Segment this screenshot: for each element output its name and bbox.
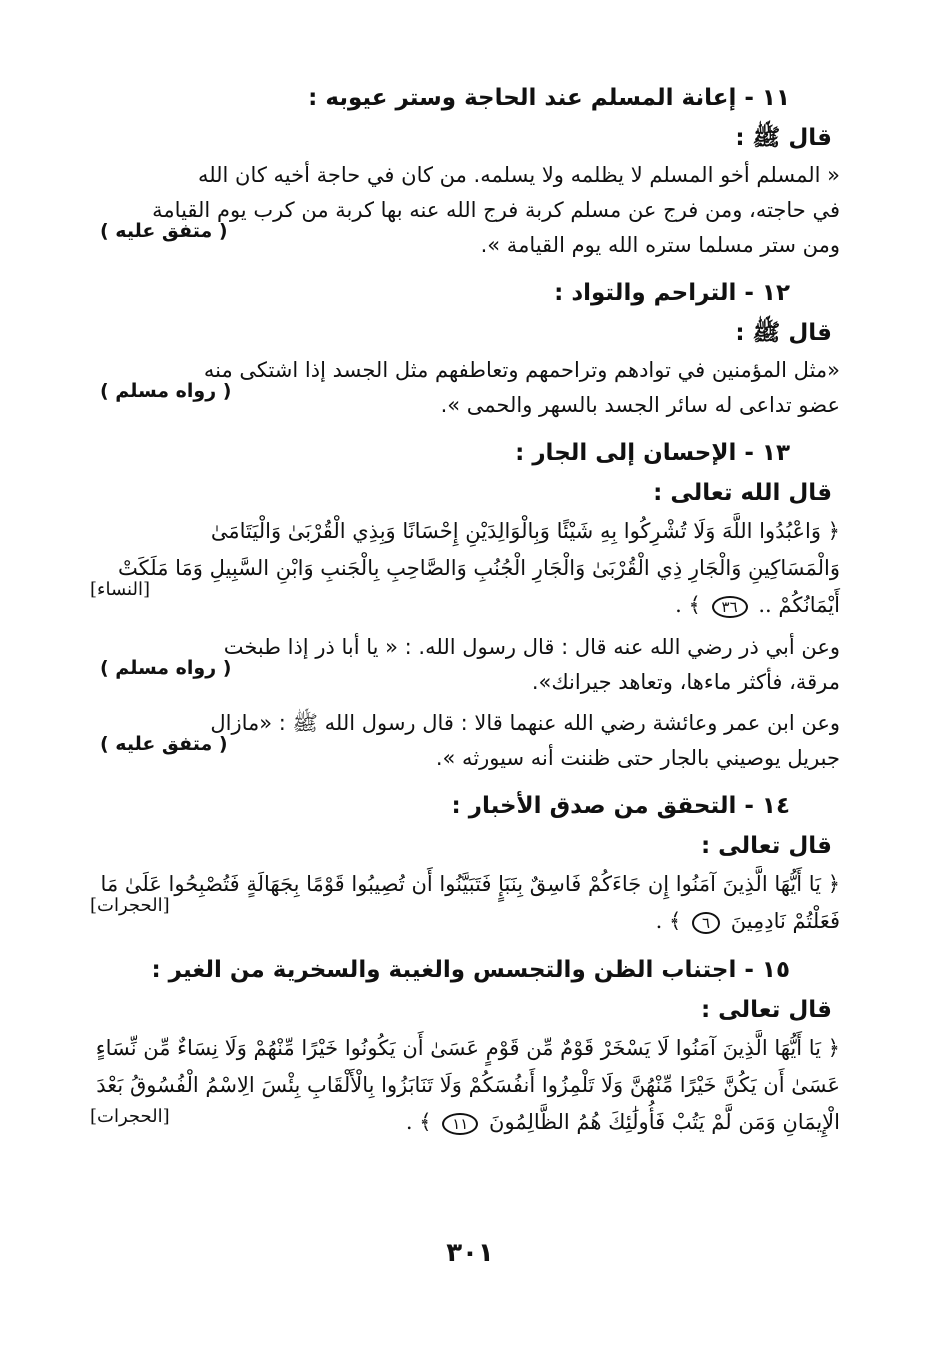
- page-body: [90, 78, 840, 1141]
- hadith-source: ( متفق عليه ): [100, 733, 228, 755]
- section-14-verse: [90, 866, 840, 940]
- section-12-said: قال ﷺ :: [735, 320, 832, 346]
- hadith-line: وعن ابن عمر وعائشة رضي الله عنهما قالا : قال رسول الله ﷺ : «مازال: [210, 711, 840, 735]
- hadith-line: جبريل يوصيني بالجار حتى ظننت أنه سيورثه ».: [435, 746, 840, 770]
- section-13-verse: [90, 513, 840, 624]
- verse-line: فَعَلْتُمْ نَادِمِينَ: [730, 909, 840, 933]
- hadith-line-with-source: [90, 220, 840, 263]
- verse-line: أَيْمَانُكُمْ ..: [758, 593, 840, 617]
- section-14-heading: ١٤ - التحقق من صدق الأخبار :: [451, 793, 790, 819]
- section-12-heading: ١٢ - التراحم والتواد :: [554, 280, 790, 306]
- verse-end: ﴾ .: [405, 1110, 432, 1134]
- verse-end: ﴾ .: [655, 909, 682, 933]
- section-11-heading: ١١ - إعانة المسلم عند الحاجة وستر عيوبه :: [308, 85, 790, 111]
- hadith-line: « المسلم أخو المسلم لا يظلمه ولا يسلمه. من كان في حاجة أخيه كان الله: [197, 163, 840, 187]
- section-15-said: قال تعالى :: [700, 997, 832, 1023]
- hadith-line-with-source: [90, 657, 840, 700]
- section-15-verse: [90, 1030, 840, 1141]
- hadith-source: ( رواه مسلم ): [100, 657, 232, 679]
- verse-end: ﴾ .: [675, 593, 701, 617]
- ayah-number: ٦: [692, 912, 720, 934]
- verse-line: عَسَىٰ أَن يَكُنَّ خَيْرًا مِّنْهُنَّ وَلَا تَلْمِزُوا أَنفُسَكُمْ وَلَا تَنَابَزُوا بِالْأَلْقَابِ بِئْسَ الِاسْمُ الْفُسُوقُ بَعْدَ: [96, 1073, 840, 1097]
- hadith-source: ( متفق عليه ): [100, 220, 228, 242]
- section-13-heading: ١٣ - الإحسان إلى الجار :: [515, 440, 790, 466]
- page-number: ٣٠١: [446, 1238, 494, 1268]
- section-15-heading: ١٥ - اجتناب الظن والتجسس والغيبة والسخرية من الغير :: [151, 957, 790, 983]
- hadith-line: وعن أبي ذر رضي الله عنه قال : قال رسول الله. : « يا أبا ذر إذا طبخت: [223, 635, 840, 659]
- section-12-hadith: [90, 353, 840, 423]
- hadith-line: مرقة، فأكثر ماءها، وتعاهد جيرانك».: [531, 670, 840, 694]
- verse-line-with-ref: [90, 895, 840, 940]
- verse-line-with-ref: [90, 579, 840, 624]
- section-13-hadith-2: [90, 706, 840, 776]
- verse-line: ﴿ يَا أَيُّهَا الَّذِينَ آمَنُوا لَا يَسْخَرْ قَوْمٌ مِّن قَوْمٍ عَسَىٰ أَن يَكُونُوا خَيْرًا مِّنْهُمْ وَلَا نِسَاءٌ مِّن نِّسَاءٍ: [95, 1036, 840, 1060]
- section-13-hadith-1: [90, 630, 840, 700]
- hadith-source: ( رواه مسلم ): [100, 380, 232, 402]
- section-13-said: قال الله تعالى :: [653, 480, 832, 506]
- ayah-number: ٣٦: [712, 596, 748, 618]
- surah-reference: [الحجرات]: [90, 895, 170, 916]
- surah-reference: [النساء]: [90, 579, 150, 600]
- section-11-said: قال ﷺ :: [735, 125, 832, 151]
- hadith-line: عضو تداعى له سائر الجسد بالسهر والحمى ».: [440, 393, 840, 417]
- verse-line: وَالْمَسَاكِينِ وَالْجَارِ ذِي الْقُرْبَىٰ وَالْجَارِ الْجُنُبِ وَالصَّاحِبِ بِالْجَنبِ وَابْنِ السَّبِيلِ وَمَا مَلَكَتْ: [118, 556, 840, 580]
- hadith-line-with-source: [90, 733, 840, 776]
- verse-line: الْإِيمَانِ وَمَن لَّمْ يَتُبْ فَأُولَٰئِكَ هُمُ الظَّالِمُونَ: [489, 1110, 840, 1134]
- verse-line: ﴿ يَا أَيُّهَا الَّذِينَ آمَنُوا إِن جَاءَكُمْ فَاسِقٌ بِنَبَإٍ فَتَبَيَّنُوا أَن تُصِيبُوا قَوْمًا بِجَهَالَةٍ فَتُصْبِحُوا عَلَىٰ مَا: [100, 872, 840, 896]
- section-14-said: قال تعالى :: [700, 833, 832, 859]
- section-11-hadith: [90, 158, 840, 263]
- ayah-number: ١١: [442, 1113, 478, 1135]
- verse-line: ﴿ وَاعْبُدُوا اللَّهَ وَلَا تُشْرِكُوا بِهِ شَيْئًا وَبِالْوَالِدَيْنِ إِحْسَانًا وَبِذِي الْقُرْبَىٰ وَالْيَتَامَىٰ: [210, 519, 840, 543]
- hadith-line: ومن ستر مسلما ستره الله يوم القيامة ».: [480, 233, 840, 257]
- surah-reference: [الحجرات]: [90, 1106, 170, 1127]
- hadith-line-with-source: [90, 380, 840, 423]
- hadith-line: في حاجته، ومن فرج عن مسلم كربة فرج الله عنه بها كربة من كرب يوم القيامة: [152, 198, 840, 222]
- hadith-line: «مثل المؤمنين في توادهم وتراحمهم وتعاطفهم مثل الجسد إذا اشتكى منه: [203, 358, 840, 382]
- verse-line-with-ref: [90, 1104, 840, 1141]
